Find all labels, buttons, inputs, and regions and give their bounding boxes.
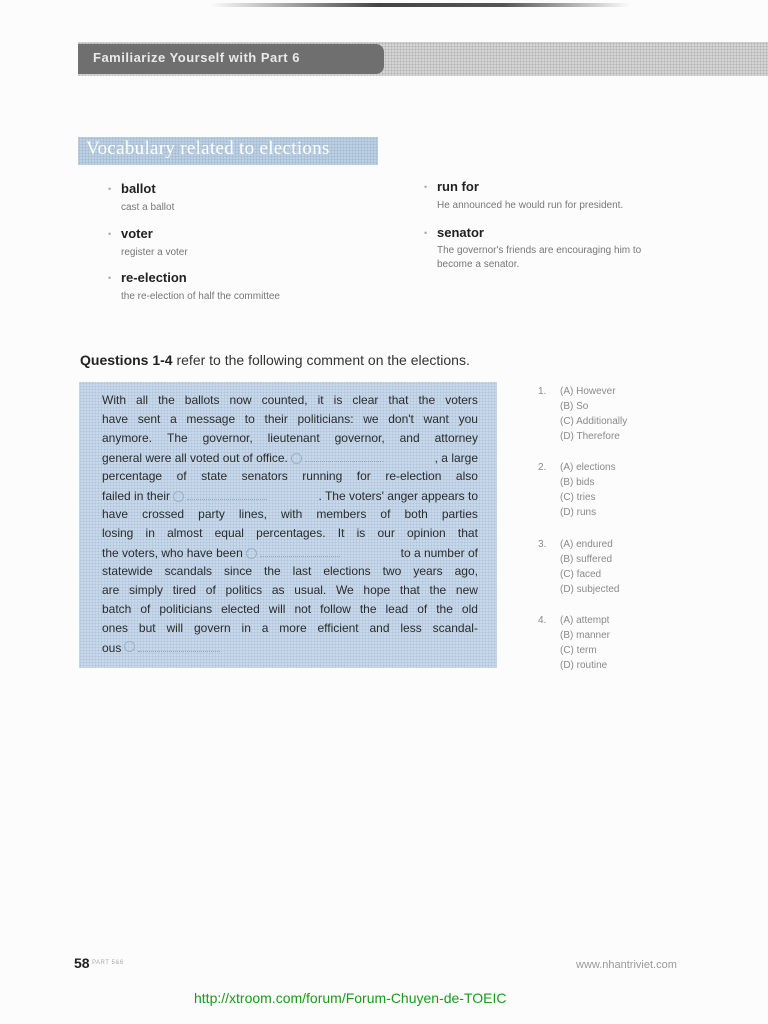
option-a[interactable]: (A) attempt xyxy=(560,615,610,626)
question-number: 4. xyxy=(538,615,547,626)
passage-word: attorney xyxy=(434,431,478,445)
passage-word: we xyxy=(363,412,379,426)
passage-word: losing xyxy=(102,526,134,540)
passage-word: new xyxy=(455,583,478,597)
passage-word: and xyxy=(399,431,420,445)
bullet-icon: • xyxy=(424,182,428,192)
passage-word: of xyxy=(380,507,391,521)
vocab-example-line: The governor's friends are encouraging him to xyxy=(437,245,642,256)
passage-word: governor, xyxy=(202,431,253,445)
passage-word: the xyxy=(264,564,281,578)
passage-word: have xyxy=(102,507,129,521)
passage-word: scandals xyxy=(164,564,213,578)
vocab-example-line: become a senator. xyxy=(437,259,520,270)
passage-word: almost xyxy=(167,526,203,540)
passage-word: re-election xyxy=(385,469,442,483)
passage-word: that xyxy=(399,583,420,597)
blank-marker-icon xyxy=(124,641,135,652)
passage-word: governor, xyxy=(334,431,385,445)
vocab-item-senator xyxy=(437,225,641,272)
passage-word: It xyxy=(337,526,345,540)
vocab-example xyxy=(437,244,641,272)
passage-line xyxy=(102,640,478,659)
questions-instruction: refer to the following comment on the elections. xyxy=(172,352,470,368)
blank-marker-icon xyxy=(173,491,184,502)
blank-3-field[interactable] xyxy=(260,545,340,557)
passage-word: We xyxy=(335,583,354,597)
passage-word: but xyxy=(138,621,156,635)
blank-marker-icon xyxy=(291,453,302,464)
passage-word: state xyxy=(201,469,228,483)
passage-word: that xyxy=(457,526,478,540)
passage-word: will xyxy=(268,602,286,616)
passage-word: govern xyxy=(193,621,231,635)
passage-word: politicians xyxy=(159,602,213,616)
vocab-example: the re-election of half the committee xyxy=(121,291,280,302)
vocab-example: He announced he would run for president. xyxy=(437,200,624,211)
passage-word: elected xyxy=(221,602,260,616)
passage-text: , a large xyxy=(434,451,478,465)
passage-word: the xyxy=(418,393,436,407)
passage-word: old xyxy=(461,602,478,616)
passage-word: sent xyxy=(137,412,161,426)
option-b[interactable]: (B) manner xyxy=(560,630,611,641)
passage-word: is xyxy=(333,393,343,407)
passage-word: ago, xyxy=(454,564,478,578)
passage-word: have xyxy=(102,412,129,426)
passage-line xyxy=(102,488,478,507)
bullet-icon: • xyxy=(424,228,428,238)
option-d[interactable]: (D) routine xyxy=(560,660,608,671)
option-c[interactable]: (C) faced xyxy=(560,569,602,580)
vocab-example: register a voter xyxy=(121,247,188,258)
passage-line xyxy=(102,564,478,583)
passage-line xyxy=(102,583,478,602)
passage-word: party xyxy=(198,507,225,521)
option-a[interactable]: (A) However xyxy=(560,386,616,397)
top-edge-rule xyxy=(210,3,630,7)
passage-word: The xyxy=(166,431,188,445)
passage-word: of xyxy=(205,583,216,597)
passage-word: years xyxy=(413,564,443,578)
passage-word: want xyxy=(423,412,449,426)
passage-text: the voters, who have been xyxy=(102,545,340,560)
passage-word: batch xyxy=(102,602,132,616)
passage-word: simply xyxy=(129,583,164,597)
passage-word: now xyxy=(229,393,252,407)
passage-text: . The voters' anger appears to xyxy=(318,489,478,503)
passage-word: the xyxy=(158,393,175,407)
vocab-word: ballot xyxy=(121,181,156,196)
question-number: 2. xyxy=(538,462,547,473)
passage-word: with xyxy=(280,507,303,521)
passage-word: counted, xyxy=(261,393,308,407)
vocab-word: voter xyxy=(121,226,153,241)
section-header-title: Familiarize Yourself with Part 6 xyxy=(93,50,300,65)
passage-word: last xyxy=(292,564,312,578)
passage-word: lieutenant xyxy=(267,431,320,445)
blank-2-field[interactable] xyxy=(187,488,267,500)
vocab-word: senator xyxy=(437,225,484,240)
questions-range: Questions 1-4 xyxy=(80,352,173,368)
publisher-website: www.nhantriviet.com xyxy=(576,959,677,971)
passage-word: lead xyxy=(385,602,409,616)
passage-line xyxy=(102,393,478,412)
passage-word: opinion xyxy=(407,526,446,540)
question-number: 1. xyxy=(538,386,547,397)
passage-word: senators xyxy=(241,469,288,483)
bullet-icon: • xyxy=(108,229,112,239)
option-a[interactable]: (A) endured xyxy=(560,539,613,550)
passage-word: their xyxy=(264,412,288,426)
passage-word: With xyxy=(102,393,126,407)
passage-word: tired xyxy=(172,583,197,597)
passage-word: more xyxy=(279,621,307,635)
question-number: 3. xyxy=(538,539,547,550)
page-number: 58 xyxy=(74,955,90,971)
passage-word: two xyxy=(382,564,402,578)
part-tag: PART 5&6 xyxy=(92,960,124,966)
passage-word: for xyxy=(356,469,371,483)
passage-word: in xyxy=(241,621,251,635)
passage-line xyxy=(102,469,478,488)
passage-word: the xyxy=(436,602,453,616)
passage-word: message xyxy=(186,412,236,426)
passage-word: lines, xyxy=(238,507,267,521)
option-c[interactable]: (C) term xyxy=(560,645,597,656)
passage-word: scandal- xyxy=(432,621,478,635)
option-d[interactable]: (D) subjected xyxy=(560,584,620,595)
vocab-item-run-for xyxy=(437,179,623,213)
passage-word: less xyxy=(400,621,422,635)
passage-word: ones xyxy=(102,621,129,635)
passage-word: efficient xyxy=(317,621,359,635)
passage-line xyxy=(102,621,478,640)
passage-word: clear xyxy=(352,393,379,407)
passage-word: usual. xyxy=(294,583,327,597)
option-b[interactable]: (B) So xyxy=(560,401,589,412)
passage-word: in xyxy=(145,526,155,540)
passage-word: you xyxy=(458,412,478,426)
passage-text: ous xyxy=(102,641,122,655)
passage-word: ballots xyxy=(184,393,220,407)
passage-word: statewide xyxy=(102,564,153,578)
passage-word: the xyxy=(359,602,377,616)
passage-word: also xyxy=(455,469,478,483)
passage-word: that xyxy=(388,393,409,407)
passage-word: as xyxy=(271,583,285,597)
passage-word: the xyxy=(429,583,447,597)
passage-word: anymore. xyxy=(102,431,153,445)
bullet-icon: • xyxy=(108,273,112,283)
passage-line xyxy=(102,545,478,564)
passage-word: of xyxy=(176,469,187,483)
option-d[interactable]: (D) runs xyxy=(560,507,597,518)
passage-word: are xyxy=(102,583,120,597)
passage-word: it xyxy=(317,393,324,407)
passage-word: and xyxy=(369,621,390,635)
passage-word: is xyxy=(356,526,366,540)
passage-word: hope xyxy=(363,583,391,597)
passage-line xyxy=(102,412,478,431)
blank-4-field[interactable] xyxy=(138,640,220,652)
passage-word: crossed xyxy=(142,507,185,521)
passage-word: our xyxy=(377,526,395,540)
blank-marker-icon xyxy=(246,548,257,559)
passage-word: don't xyxy=(388,412,414,426)
vocab-example: cast a ballot xyxy=(121,202,175,213)
questions-heading xyxy=(80,352,470,368)
passage-word: all xyxy=(136,393,149,407)
option-c[interactable]: (C) Additionally xyxy=(560,416,628,427)
passage-word: voters xyxy=(445,393,478,407)
passage-word: follow xyxy=(320,602,351,616)
passage-line xyxy=(102,507,478,526)
passage-word: running xyxy=(302,469,343,483)
bullet-icon: • xyxy=(108,184,112,194)
vocab-word: run for xyxy=(437,179,479,194)
forum-link[interactable]: http://xtroom.com/forum/Forum-Chuyen-de-TOEIC xyxy=(194,990,507,1006)
passage-word: a xyxy=(261,621,269,635)
passage-word: since xyxy=(224,564,253,578)
passage-word: equal xyxy=(214,526,244,540)
passage-line xyxy=(102,450,478,469)
passage-text: general were all voted out of office. xyxy=(102,450,383,465)
option-c[interactable]: (C) tries xyxy=(560,492,596,503)
passage-word: politicians: xyxy=(297,412,354,426)
passage-word: not xyxy=(294,602,312,616)
passage-word: percentage xyxy=(102,469,163,483)
passage-word: of xyxy=(417,602,428,616)
vocab-section-title: Vocabulary related to elections xyxy=(86,138,330,159)
passage-word: to xyxy=(244,412,255,426)
option-b[interactable]: (B) suffered xyxy=(560,554,613,565)
passage-text: failed in their xyxy=(102,488,267,503)
passage-word: parties xyxy=(441,507,478,521)
option-b[interactable]: (B) bids xyxy=(560,477,595,488)
passage-word: politics xyxy=(225,583,263,597)
passage-word: elections xyxy=(323,564,371,578)
passage-word: of xyxy=(140,602,151,616)
passage-word: will xyxy=(166,621,184,635)
passage-word: percentages. xyxy=(256,526,326,540)
vocab-item-re-election xyxy=(121,270,280,304)
passage-line xyxy=(102,526,478,545)
passage-line xyxy=(102,602,478,621)
passage-text: to a number of xyxy=(400,546,478,560)
vocab-item-ballot xyxy=(121,181,174,215)
passage-word: both xyxy=(404,507,428,521)
passage-word: a xyxy=(170,412,177,426)
blank-1-field[interactable] xyxy=(305,450,383,462)
option-d[interactable]: (D) Therefore xyxy=(560,431,620,442)
option-a[interactable]: (A) elections xyxy=(560,462,616,473)
passage-line xyxy=(102,431,478,450)
passage-word: members xyxy=(316,507,367,521)
vocab-word: re-election xyxy=(121,270,187,285)
vocab-item-voter xyxy=(121,226,188,260)
